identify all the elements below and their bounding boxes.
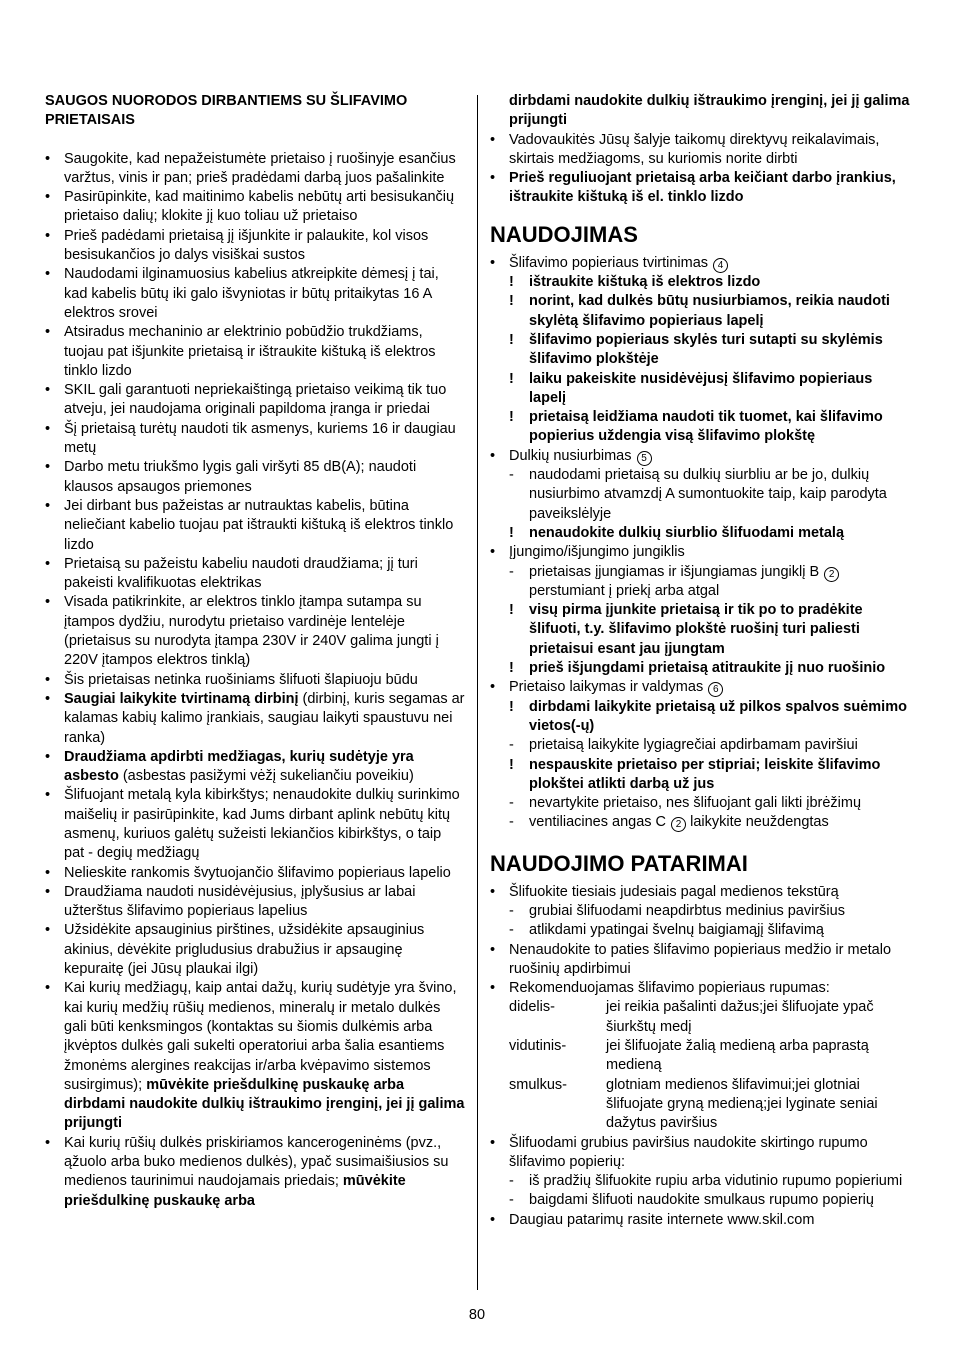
list-item: • SKIL gali garantuoti nepriekaištingą prietaiso veikimą tik tuo atveju, jei naudojama originali papildoma įranga ir priedai [45,381,465,420]
list-item: • Visada patikrinkite, ar elektros tinklo įtampa sutampa su įtampos dydžiu, nurodytu prietaiso vardinėje lentelėje (prietaisus su nurodyta įtampa 230V ir 240V galima jungti į 220V įtampos elektros tinklą) [45,593,465,670]
safety-heading: SAUGOS NUORODOS DIRBANTIEMS SU ŠLIFAVIMO PRIETAISAIS [45,93,408,129]
list-item: • Jei dirbant bus pažeistas ar nutrauktas kabelis, būtina neliečiant kabelio tuojau pat ištraukti kištuką iš elektros tinklo lizdo [45,497,465,555]
warning-item: ! dirbdami laikykite prietaisą už pilkos spalvos suėmimo vietos(-ų) [490,698,910,737]
list-item: • Daugiau patarimų rasite internete www.skil.com [490,1211,910,1230]
warning-item: ! ištraukite kištuką iš elektros lizdo [490,273,910,292]
dash-item: - iš pradžių šlifuokite rupiu arba vidutinio rupumo popieriumi [490,1172,910,1191]
usage-heading: NAUDOJIMAS [490,221,638,247]
list-item: • Darbo metu triukšmo lygis gali viršyti 85 dB(A); naudoti klausos apsaugos priemones [45,458,465,497]
list-item: • Dulkių nusiurbimas 5 [490,447,910,466]
column-divider [477,95,478,1290]
warning-item: ! nenaudokite dulkių siurblio šlifuodami metalą [490,524,910,543]
right-column [490,92,910,1230]
list-item: • Atsiradus mechaninio ar elektrinio pobūdžio trukdžiams, tuojau pat išjunkite prietaisą ir ištraukite kištuką iš elektros tinklo lizdo [45,323,465,381]
list-item: • Pasirūpinkite, kad maitinimo kabelis nebūtų arti besisukančių prietaiso dalių; klokite jį kuo toliau už prietaiso [45,188,465,227]
list-item: • Prieš reguliuojant prietaisą arba keičiant darbo įrankius, ištraukite kištuką iš el. tinklo lizdo [490,169,910,208]
dash-item: - ventiliacines angas C 2 laikykite neuždengtas [490,813,910,832]
grit-term: didelis- [509,999,555,1016]
list-item: • Draudžiama naudoti nusidėvėjusius, įplyšusius ar labai užterštus šlifavimo popieriaus lapelius [45,883,465,922]
list-item: • Šis prietaisas netinka ruošiniams šlifuoti šlapiuoju būdu [45,671,465,690]
grit-term: vidutinis- [509,1038,567,1055]
dash-item: - prietaisas įjungiamas ir išjungiamas jungiklį B 2 perstumiant į priekį arba atgal [490,563,910,602]
list-item: • Draudžiama apdirbti medžiagas, kurių sudėtyje yra asbesto (asbestas pasižymi vėžį sukeliančiu poveikiu) [45,748,465,787]
list-item: • Kai kurių rūšių dulkės priskiriamos kancerogeninėms (pvz., ąžuolo arba buko medienos dulkės), ypač susimaišiusios su medienos taurinimui naudojamais priedais; mūvėkite priešdulkinę puskaukę arba [45,1134,465,1211]
dash-item: - nevartykite prietaiso, nes šlifuojant gali likti įbrėžimų [490,794,910,813]
dash-item: - prietaisą laikykite lygiagrečiai apdirbamam paviršiui [490,736,910,755]
warning-item: ! prieš išjungdami prietaisą atitraukite jį nuo ruošinio [490,659,910,678]
list-item: • Nelieskite rankomis švytuojančio šlifavimo popieriaus lapelio [45,864,465,883]
list-item: • Rekomenduojamas šlifavimo popieriaus rupumas: [490,979,910,998]
dash-item: - grubiai šlifuodami neapdirbtus medinius paviršius [490,902,910,921]
list-item: • Šlifavimo popieriaus tvirtinimas 4 [490,254,910,273]
list-item: • Kai kurių medžiagų, kaip antai dažų, kurių sudėtyje yra švino, kai kurių medžių rūšių medienos, mineralų ir metalo dulkės gali būti kenksmingos (kontaktas su šiomis dulkėmis arba įkvėptos dulkės gali sukelti operatoriui arba šalia esantiems žmonėms alergines reakcijas ir/arba kvėpavimo sistemos susirgimus); mūvėkite priešdulkinę puskaukę arba dirbdami naudokite dulkių ištraukimo įrenginį, jei jį galima prijungti [45,979,465,1133]
list-item: • Vadovaukitės Jūsų šalyje taikomų direktyvų reikalavimais, skirtais medžiagoms, su kuriomis norite dirbti [490,131,910,170]
warning-item: ! visų pirma įjunkite prietaisą ir tik po to pradėkite šlifuoti, t.y. šlifavimo plokštė ruošinį turi paliesti prietaisui esant jau įjungtam [490,601,910,659]
grit-term: smulkus- [509,1076,568,1093]
page-number: 80 [468,1307,486,1323]
list-item: • Prietaiso laikymas ir valdymas 6 [490,678,910,697]
grit-desc: jei reikia pašalinti dažus;jei šlifuojate ypač šiurkštų medį [606,999,874,1035]
grit-desc: glotniam medienos šlifavimui;jei glotniai šlifuojate gryną medieną;jei lyginate seniai dažytus paviršius [606,1076,878,1132]
warning-item: ! prietaisą leidžiama naudoti tik tuomet, kai šlifavimo popierius uždengia visą šlifavimo plokštę [490,408,910,447]
grit-table [490,998,910,1133]
warning-item: ! laiku pakeiskite nusidėvėjusį šlifavimo popieriaus lapelį [490,370,910,409]
warning-item: ! nespauskite prietaiso per stipriai; leiskite šlifavimo plokštei atlikti darbą už jus [490,756,910,795]
list-item: • Šlifuokite tiesiais judesiais pagal medienos tekstūrą [490,883,910,902]
list-item: • Nenaudokite to paties šlifavimo popieriaus medžio ir metalo ruošinių apdirbimui [490,941,910,980]
tips-list-2 [490,1134,910,1230]
figure-ref: 4 [713,258,728,273]
list-item: • Įjungimo/išjungimo jungiklis [490,543,910,562]
warning-item: ! norint, kad dulkės būtų nusiurbiamos, reikia naudoti skylėtą šlifavimo popieriaus lapelį [490,292,910,331]
list-item: • Naudodami ilginamuosius kabelius atkreipkite dėmesį į tai, kad kabelis būtų iki galo išvyniotas ir būtų pritaikytas 16 A elektros srovei [45,265,465,323]
dash-item: - naudodami prietaisą su dulkių siurbliu ar be jo, dulkių nusiurbimo atvamzdį A sumontuokite taip, kaip parodyta paveikslėlyje [490,466,910,524]
grit-desc: jei šlifuojate žalią medieną arba paprastą medieną [606,1038,869,1074]
tips-list [490,883,910,999]
safety-list [45,150,465,1211]
usage-list [490,254,910,833]
safety-list-continued [490,131,910,208]
list-item: • Šlifuodami grubius paviršius naudokite skirtingo rupumo šlifavimo popierių: [490,1134,910,1173]
figure-ref: 2 [824,567,839,582]
figure-ref: 6 [708,682,723,697]
warning-item: ! šlifavimo popieriaus skylės turi sutapti su skylėmis šlifavimo plokštėje [490,331,910,370]
dash-item: - baigdami šlifuoti naudokite smulkaus rupumo popierių [490,1191,910,1210]
dash-item: - atlikdami ypatingai švelnų baigiamąjį šlifavimą [490,921,910,940]
continuation-text: dirbdami naudokite dulkių ištraukimo įrenginį, jei jį galima prijungti [509,93,910,129]
list-item: • Šlifuojant metalą kyla kibirkštys; nenaudokite dulkių surinkimo maišelių ir pasirūpinkite, kad Jums dirbant aplink nebūtų kitų asmenų, kuriuos galėtų sužeisti lekiančios kibirkštys, o taip pat - degių medžiagų [45,786,465,863]
list-item: • Šį prietaisą turėtų naudoti tik asmenys, kuriems 16 ir daugiau metų [45,420,465,459]
list-item: • Prietaisą su pažeistu kabeliu naudoti draudžiama; jį turi pakeisti kvalifikuotas elektrikas [45,555,465,594]
list-item: • Užsidėkite apsauginius pirštines, užsidėkite apsauginius akinius, dėvėkite prigludusius drabužius ir apsauginę kepuraitę (jei Jūsų plaukai ilgi) [45,921,465,979]
list-item: • Prieš padėdami prietaisą jį išjunkite ir palaukite, kol visos besisukančios jo dalys visiškai sustos [45,227,465,266]
left-column [45,92,465,1211]
list-item: • Saugokite, kad nepažeistumėte prietaiso į ruošinyje esančius varžtus, vinis ir pan; prieš pradėdami darbą juos pašalinkite [45,150,465,189]
figure-ref: 5 [637,451,652,466]
list-item: • Saugiai laikykite tvirtinamą dirbinį (dirbinį, kuris segamas ar kalamas kabių kalimo įrankiais, saugiau laikyti spaustuvu nei ranka) [45,690,465,748]
figure-ref: 2 [671,817,686,832]
tips-heading: NAUDOJIMO PATARIMAI [490,850,748,876]
